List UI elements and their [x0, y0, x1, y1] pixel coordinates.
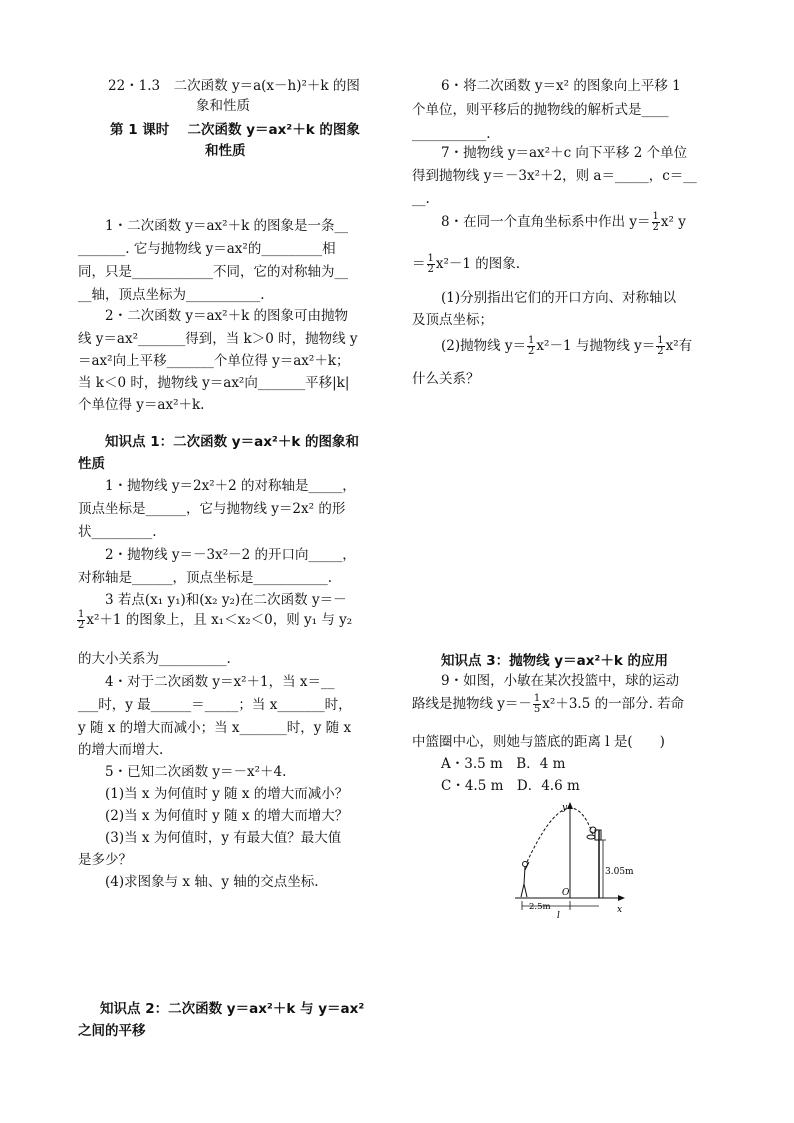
p2-line-3: ＝ax²向上平移_______个单位得 y＝ax²＋k； [78, 353, 350, 369]
q4-line-1: 4・对于二次函数 y＝x²＋1，当 x＝__ [105, 674, 335, 690]
p1-line-2: _______. 它与抛物线 y＝ax²的_________相 [78, 241, 336, 257]
fraction-one-half: $\frac{1}{2}$ [78, 609, 85, 631]
p1-line-4: __轴，顶点坐标为___________. [78, 287, 265, 303]
p1-line-1: 1・二次函数 y＝ax²＋k 的图象是一条__ [105, 218, 349, 234]
height-label: 3.05m [605, 867, 634, 877]
fraction-one-half: $\frac{1}{2}$ [652, 211, 659, 233]
knowledge-point-2-line-1: 知识点 2：二次函数 y＝ax²＋k 与 y＝ax² [100, 1001, 365, 1017]
q9-line-1: 9・如图，小敏在某次投篮中，球的运动 [441, 673, 680, 689]
q8-line-1: 8・在同一个直角坐标系中作出 y＝ $\frac{1}{2}$ x² y [441, 211, 686, 233]
q4-line-3: y 随 x 的增大而减小；当 x_______时，y 随 x [78, 720, 352, 736]
q3-line-2: $\frac{1}{2}$ x²＋1 的图象上，且 x₁＜x₂＜0，则 y₁ 与 y₂ [78, 609, 353, 631]
hoop-rim [587, 835, 595, 839]
q8-line-3: (1)分别指出它们的开口方向、对称轴以 [441, 290, 677, 306]
p1-line-3: 同，只是____________不同，它的对称轴为__ [78, 264, 348, 280]
q8-line-5: (2)抛物线 y＝ $\frac{1}{2}$ x²－1 与抛物线 y＝ $\frac{1}{2}$ x²有 [441, 335, 693, 357]
subtitle-line-1: 第 1 课时 二次函数 y＝ax²＋k 的图象 [110, 122, 360, 138]
q9-line-3: 中篮圈中心，则她与篮底的距离 l 是( ) [412, 734, 665, 750]
q5-line-3: (2)当 x 为何值时 y 随 x 的增大而增大？ [105, 808, 349, 824]
knowledge-point-1-line-1: 知识点 1：二次函数 y＝ax²＋k 的图象和 [105, 434, 360, 450]
q9-options-cd: C・4.5 m D．4.6 m [441, 778, 580, 794]
x-axis-label: x [617, 905, 623, 915]
p2-line-2: 线 y＝ax²_______得到，当 k＞0 时，抛物线 y [78, 331, 358, 347]
p2-line-1: 2・二次函数 y＝ax²＋k 的图象可由抛物 [105, 308, 349, 324]
basketball-figure [505, 800, 635, 920]
q9-line-2: 路线是抛物线 y＝－ $\frac{1}{5}$ x²＋3.5 的一部分. 若命 [412, 693, 685, 715]
q8-line-2: ＝ $\frac{1}{2}$ x²－1 的图象. [412, 253, 521, 275]
title-line-2: 象和性质 [196, 98, 250, 114]
q6-line-1: 6・将二次函数 y＝x² 的图象向上平移 1 [441, 78, 681, 94]
q2-line-2: 对称轴是______，顶点坐标是___________. [78, 570, 333, 586]
q9-options-ab: A・3.5 m B．4 m [441, 756, 566, 772]
l-label: l [557, 911, 560, 920]
q4-line-2: ___时，y 最______＝_____；当 x_______时， [78, 697, 352, 713]
distance-label: 2.5m [529, 902, 551, 912]
ball-trajectory [527, 808, 593, 862]
q7-line-3: __. [412, 191, 430, 207]
q2-line-1: 2・抛物线 y＝－3x²－2 的开口向_____， [105, 547, 356, 563]
q7-line-2: 得到抛物线 y＝－3x²＋2，则 a＝_____，c＝__ [412, 168, 697, 184]
q1-line-1: 1・抛物线 y＝2x²＋2 的对称轴是_____， [105, 478, 356, 494]
player-icon [521, 862, 529, 898]
q6-line-2: 个单位，则平移后的抛物线的解析式是____ [412, 102, 669, 118]
q5-line-6: (4)求图象与 x 轴、y 轴的交点坐标. [105, 874, 319, 890]
q5-line-4: (3)当 x 为何值时，y 有最大值？最大值 [105, 830, 342, 846]
fraction-one-half: $\frac{1}{2}$ [528, 335, 535, 357]
q1-line-2: 顶点坐标是______，它与抛物线 y＝2x² 的形 [78, 501, 346, 517]
p2-line-5: 个单位得 y＝ax²＋k. [78, 397, 205, 413]
fraction-one-fifth: $\frac{1}{5}$ [533, 693, 541, 715]
knowledge-point-3: 知识点 3：抛物线 y＝ax²＋k 的应用 [441, 653, 669, 669]
q8-line-6: 什么关系？ [412, 371, 480, 387]
subtitle-line-2: 和性质 [205, 143, 246, 159]
fraction-one-half: $\frac{1}{2}$ [657, 335, 664, 357]
q3-line-3: 的大小关系为__________. [78, 651, 231, 667]
q8-line-4: 及顶点坐标； [412, 312, 493, 328]
knowledge-point-2-line-2: 之间的平移 [78, 1023, 146, 1039]
y-axis-label: y [562, 803, 568, 813]
q7-line-1: 7・抛物线 y＝ax²＋c 向下平移 2 个单位 [441, 145, 688, 161]
q3-line-1: 3 若点(x₁ y₁)和(x₂ y₂)在二次函数 y＝－ [105, 592, 347, 608]
q5-line-2: (1)当 x 为何值时 y 随 x 的增大而减小？ [105, 786, 349, 802]
q5-line-1: 5・已知二次函数 y＝－x²＋4. [105, 764, 287, 780]
title-line-1: 22・1.3 二次函数 y＝a(x－h)²＋k 的图 [108, 78, 360, 94]
knowledge-point-1-line-2: 性质 [78, 456, 105, 472]
x-axis-arrow [618, 895, 625, 901]
p2-line-4: 当 k＜0 时，抛物线 y＝ax²向_______平移|k| [78, 375, 350, 391]
fraction-one-half: $\frac{1}{2}$ [427, 253, 434, 275]
origin-label: O [562, 888, 570, 898]
q1-line-3: 状_________. [78, 524, 157, 540]
q4-line-4: 的增大而增大. [78, 742, 164, 758]
q5-line-5: 是多少？ [78, 852, 132, 868]
q6-line-3: ___________. [412, 126, 491, 142]
